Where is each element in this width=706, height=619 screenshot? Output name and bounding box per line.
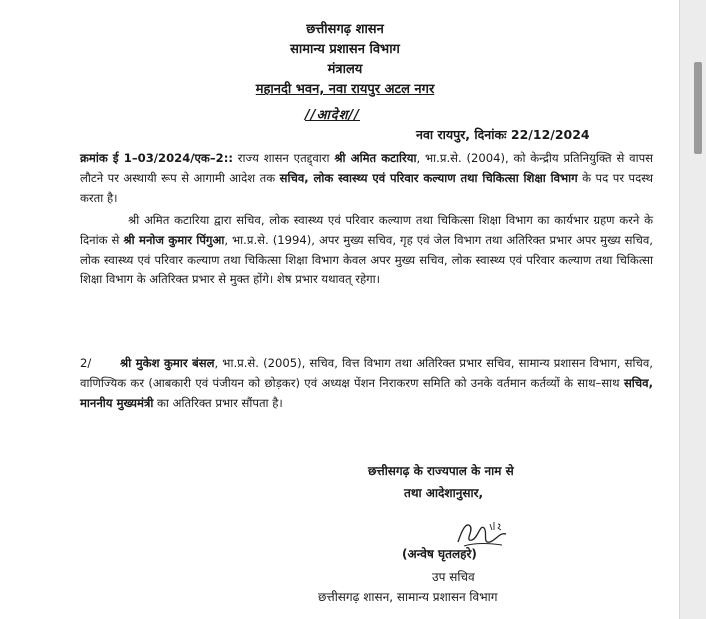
viewer-scrollbar[interactable] [680,0,706,619]
additional-charge-post: सचिव, माननीय मुख्यमंत्री [80,375,653,410]
order-reference-number: क्रमांक ई 1–03/2024/एक–2:: [80,151,233,165]
letterhead [150,20,540,100]
officer-name-manoj-pingua: श्री मनोज कुमार पिंगुआ [123,232,225,247]
posted-designation: सचिव, लोक स्वास्थ्य एवं परिवार कल्याण तथा चिकित्सा शिक्षा विभाग [279,170,578,185]
closing-line-1: छत्तीसगढ़ के राज्यपाल के नाम से [368,464,514,478]
scrollbar-thumb[interactable] [694,62,702,154]
para2-text-2: , भा.प्र.से. (1994), अपर मुख्य सचिव, गृह एवं जेल विभाग तथा अतिरिक्त प्रभार अपर मुख्य सचिव, लोक स्वास्थ्य एवं परिवार कल्याण तथा चिकित्सा शिक्षा विभाग केवल अपर मुख्य सचिव, लोक स्वास्थ्य एवं परिवार कल्याण तथा चिकित्सा शिक्षा विभाग के अतिरिक्त प्रभार से मुक्त होंगे। शेष प्रभार यथावत् रहेगा। [80,232,653,287]
office-address: महानदी भवन, नवा रायपुर अटल नगर [255,82,435,97]
closing-line-2: तथा आदेशानुसार, [404,486,484,500]
signer-name: (अन्वेष घृतलहरे) [402,547,477,561]
officer-name-mukesh-bansal: श्री मुकेश कुमार बंसल [120,356,215,370]
government-name: छत्तीसगढ़ शासन [306,22,384,37]
authority-closing [368,460,608,504]
order-title: //आदेश// [305,108,361,123]
para1-text-1: राज्य शासन एतद्द्वारा [232,151,335,165]
paragraph-number: 2/ [80,356,92,370]
signer-designation: उप सचिव [432,570,475,584]
para3-text-1: , भा.प्र.से. (2005), सचिव, वित्त विभाग तथा अतिरिक्त प्रभार सचिव, सामान्य प्रशासन विभाग, सचिव, वाणिज्यिक कर (आबकारी एवं पंजीयन को छोड़कर) एवं अध्यक्ष पेंशन निराकरण समिति को उनके वर्तमान कर्तव्यों के साथ–साथ [80,356,653,390]
order-date: नवा रायपुर, दिनांकः 22/12/2024 [416,127,590,142]
para1-text-3: के पद पर पदस्थ करता है। [80,170,653,205]
secretariat-name: मंत्रालय [327,62,363,77]
paragraph-relief-order [80,211,653,290]
paragraph-additional-charge [80,354,653,413]
officer-name-amit-kataria: श्री अमित कटारिया [334,151,417,165]
para3-text-2: का अतिरिक्त प्रभार सौंपता है। [153,395,283,410]
signer-department: छत्तीसगढ़ शासन, सामान्य प्रशासन विभाग [318,590,498,604]
paragraph-posting-order [80,149,653,208]
para1-text-2: , भा.प्र.से. (2004), को केन्द्रीय प्रतिनियुक्ति से वापस लौटने पर अस्थायी रूप से आगामी आदेश तक [80,151,653,185]
department-name: सामान्य प्रशासन विभाग [290,42,400,57]
para2-text-1: श्री अमित कटारिया द्वारा सचिव, लोक स्वास्थ्य एवं परिवार कल्याण तथा चिकित्सा शिक्षा विभाग का कार्यभार ग्रहण करने के दिनांक से [80,213,653,247]
